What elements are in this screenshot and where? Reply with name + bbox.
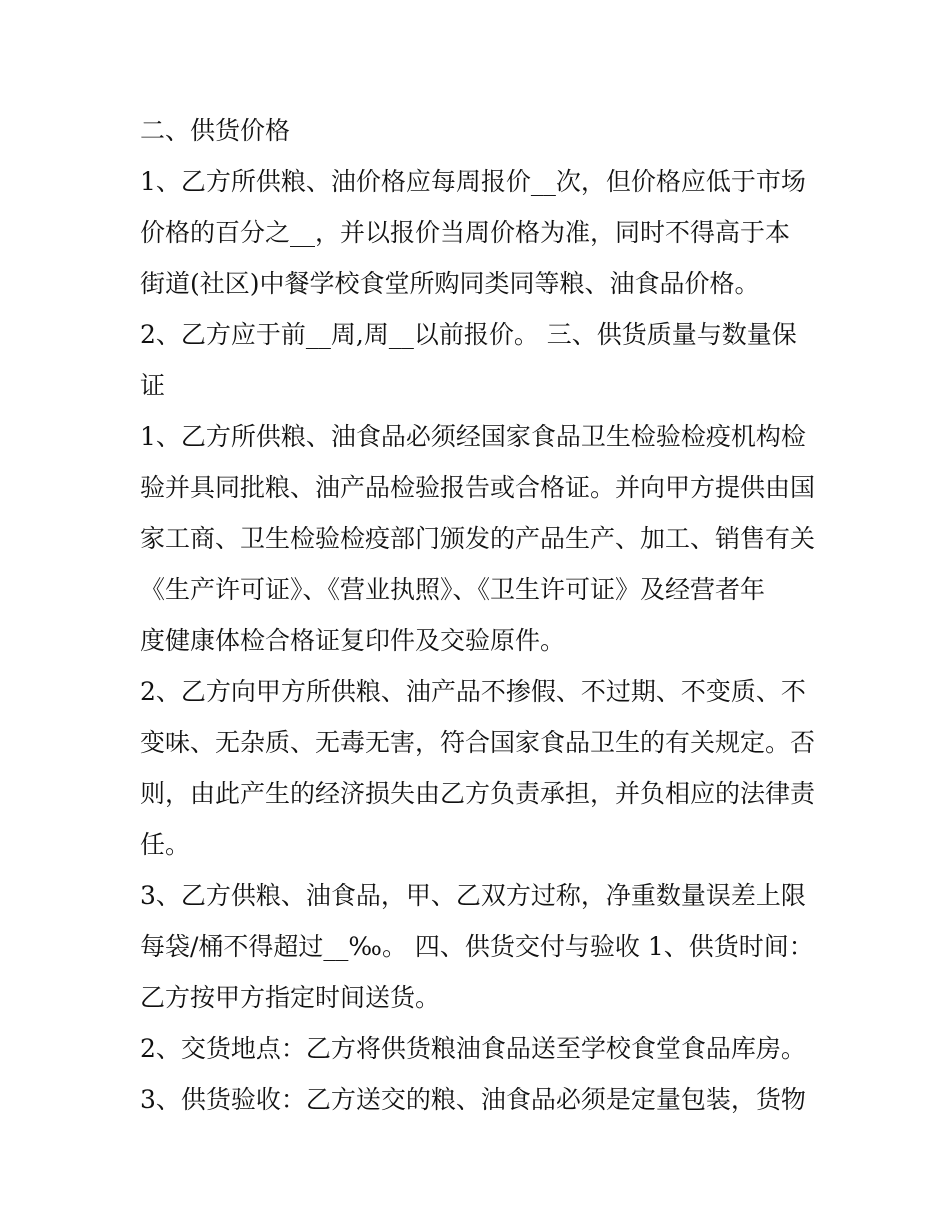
document-body [140, 105, 820, 1125]
paragraph-line: 证 [140, 371, 166, 400]
paragraph-line: 每袋/桶不得超过__‰。 四、供货交付与验收 1、供货时间： [140, 932, 814, 961]
paragraph-line: 街道(社区)中餐学校食堂所购同类同等粮、油食品价格。 [140, 269, 760, 298]
paragraph-line: 3、供货验收：乙方送交的粮、油食品必须是定量包装，货物 [140, 1085, 806, 1114]
paragraph-line: 家工商、卫生检验检疫部门颁发的产品生产、加工、销售有关 [140, 524, 816, 553]
paragraph-line: 《生产许可证》、《营业执照》、《卫生许可证》及经营者年 [140, 575, 766, 604]
paragraph-line: 价格的百分之__，并以报价当周价格为准，同时不得高于本 [140, 218, 791, 247]
section-heading-supply-price: 二、供货价格 [140, 116, 291, 145]
paragraph-line: 变味、无杂质、无毒无害，符合国家食品卫生的有关规定。否 [140, 728, 816, 757]
paragraph-line: 2、乙方向甲方所供粮、油产品不掺假、不过期、不变质、不 [140, 677, 806, 706]
paragraph-line: 1、乙方所供粮、油价格应每周报价__次，但价格应低于市场 [140, 167, 806, 196]
paragraph-line: 2、交货地点：乙方将供货粮油食品送至学校食堂食品库房。 [140, 1034, 806, 1063]
paragraph-line: 3、乙方供粮、油食品，甲、乙双方过称，净重数量误差上限 [140, 881, 806, 910]
paragraph-line: 2、乙方应于前__周,周__以前报价。 三、供货质量与数量保 [140, 320, 797, 349]
paragraph-line: 验并具同批粮、油产品检验报告或合格证。并向甲方提供由国 [140, 473, 816, 502]
paragraph-line: 度健康体检合格证复印件及交验原件。 [140, 626, 566, 655]
paragraph-line: 乙方按甲方指定时间送货。 [140, 983, 441, 1012]
paragraph-line: 1、乙方所供粮、油食品必须经国家食品卫生检验检疫机构检 [140, 422, 806, 451]
paragraph-line: 则，由此产生的经济损失由乙方负责承担，并负相应的法律责 [140, 779, 816, 808]
paragraph-line: 任。 [140, 830, 191, 859]
